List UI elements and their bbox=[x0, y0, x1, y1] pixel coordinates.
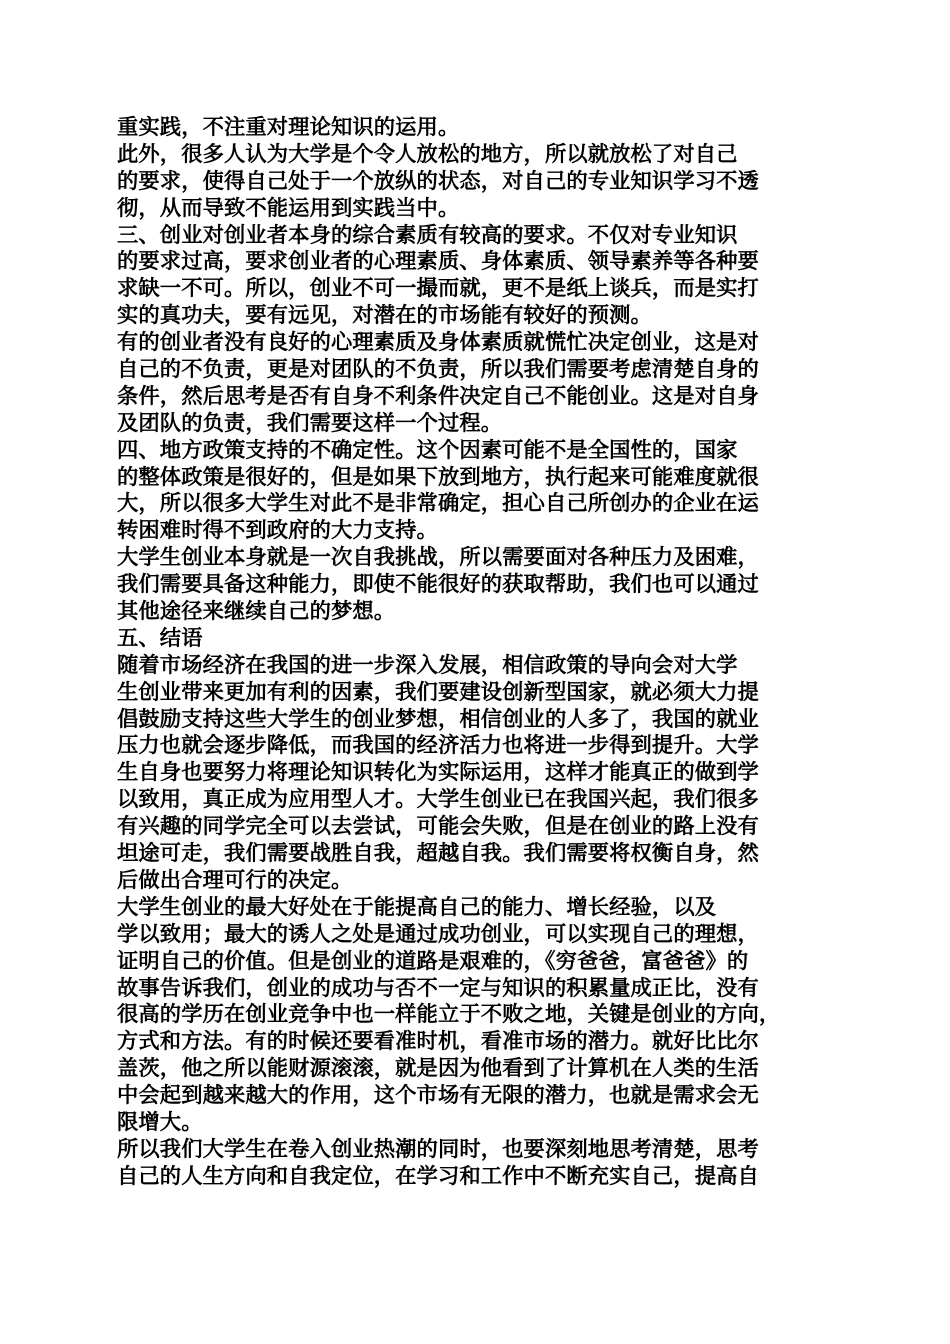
text-line: 很高的学历在创业竞争中也一样能立于不败之地，关键是创业的方向， bbox=[117, 1002, 781, 1028]
text-line: 重实践，不注重对理论知识的运用。 bbox=[117, 115, 460, 140]
text-line: 有的创业者没有良好的心理素质及身体素质就慌忙决定创业，这是对 bbox=[117, 330, 759, 356]
text-line: 坦途可走，我们需要战胜自我，超越自我。我们需要将权衡自身，然 bbox=[117, 841, 759, 867]
text-line: 生创业带来更加有利的因素，我们要建设创新型国家，就必须大力提 bbox=[117, 679, 759, 705]
text-line: 学以致用；最大的诱人之处是通过成功创业，可以实现自己的理想， bbox=[117, 921, 759, 947]
text-line: 的要求过高，要求创业者的心理素质、身体素质、领导素养等各种要 bbox=[117, 249, 759, 275]
body-text bbox=[117, 115, 839, 1191]
text-line: 生自身也要努力将理论知识转化为实际运用，这样才能真正的做到学 bbox=[117, 760, 759, 786]
text-line: 方式和方法。有的时候还要看准时机，看准市场的潜力。就好比比尔 bbox=[117, 1029, 759, 1055]
text-line: 盖茨，他之所以能财源滚滚，就是因为他看到了计算机在人类的生活 bbox=[117, 1056, 759, 1082]
text-line: 实的真功夫，要有远见，对潜在的市场能有较好的预测。 bbox=[117, 303, 652, 329]
text-line: 自己的不负责，更是对团队的不负责，所以我们需要考虑清楚自身的 bbox=[117, 357, 759, 383]
text-line: 限增大。 bbox=[117, 1109, 203, 1135]
text-line: 中会起到越来越大的作用，这个市场有无限的潜力，也就是需求会无 bbox=[117, 1083, 759, 1109]
text-line: 四、地方政策支持的不确定性。这个因素可能不是全国性的，国家 bbox=[117, 437, 738, 463]
text-line: 条件，然后思考是否有自身不利条件决定自己不能创业。这是对自身 bbox=[117, 383, 759, 409]
text-line: 证明自己的价值。但是创业的道路是艰难的，《穷爸爸，富爸爸》的 bbox=[117, 948, 749, 974]
text-line: 故事告诉我们，创业的成功与否不一定与知识的积累量成正比，没有 bbox=[117, 975, 759, 1001]
text-line: 五、结语 bbox=[117, 625, 203, 651]
text-line: 有兴趣的同学完全可以去尝试，可能会失败，但是在创业的路上没有 bbox=[117, 814, 759, 840]
text-line: 以致用，真正成为应用型人才。大学生创业已在我国兴起，我们很多 bbox=[117, 787, 759, 813]
text-line: 此外，很多人认为大学是个令人放松的地方，所以就放松了对自己 bbox=[117, 141, 738, 167]
text-line: 其他途径来继续自己的梦想。 bbox=[117, 599, 396, 625]
text-line: 三、创业对创业者本身的综合素质有较高的要求。不仅对专业知识 bbox=[117, 222, 738, 248]
text-line: 大学生创业本身就是一次自我挑战，所以需要面对各种压力及困难， bbox=[117, 545, 759, 571]
text-line: 转困难时得不到政府的大力支持。 bbox=[117, 518, 438, 544]
text-line: 彻，从而导致不能运用到实践当中。 bbox=[117, 195, 460, 221]
text-line: 的整体政策是很好的，但是如果下放到地方，执行起来可能难度就很 bbox=[117, 464, 759, 490]
text-line: 倡鼓励支持这些大学生的创业梦想，相信创业的人多了，我国的就业 bbox=[117, 706, 759, 732]
text-line: 压力也就会逐步降低，而我国的经济活力也将进一步得到提升。大学 bbox=[117, 733, 759, 759]
text-line: 随着市场经济在我国的进一步深入发展，相信政策的导向会对大学 bbox=[117, 652, 738, 678]
text-line: 自己的人生方向和自我定位，在学习和工作中不断充实自己，提高自 bbox=[117, 1163, 759, 1189]
text-line: 大，所以很多大学生对此不是非常确定，担心自己所创办的企业在运 bbox=[117, 491, 759, 517]
text-line: 大学生创业的最大好处在于能提高自己的能力、增长经验，以及 bbox=[117, 894, 717, 920]
text-line: 求缺一不可。所以，创业不可一撮而就，更不是纸上谈兵，而是实打 bbox=[117, 276, 759, 302]
text-line: 我们需要具备这种能力，即使不能很好的获取帮助，我们也可以通过 bbox=[117, 572, 759, 598]
text-line: 后做出合理可行的决定。 bbox=[117, 867, 353, 893]
text-line: 的要求，使得自己处于一个放纵的状态，对自己的专业知识学习不透 bbox=[117, 168, 759, 194]
text-line: 所以我们大学生在卷入创业热潮的同时，也要深刻地思考清楚，思考 bbox=[117, 1136, 759, 1162]
text-line: 及团队的负责，我们需要这样一个过程。 bbox=[117, 410, 503, 436]
